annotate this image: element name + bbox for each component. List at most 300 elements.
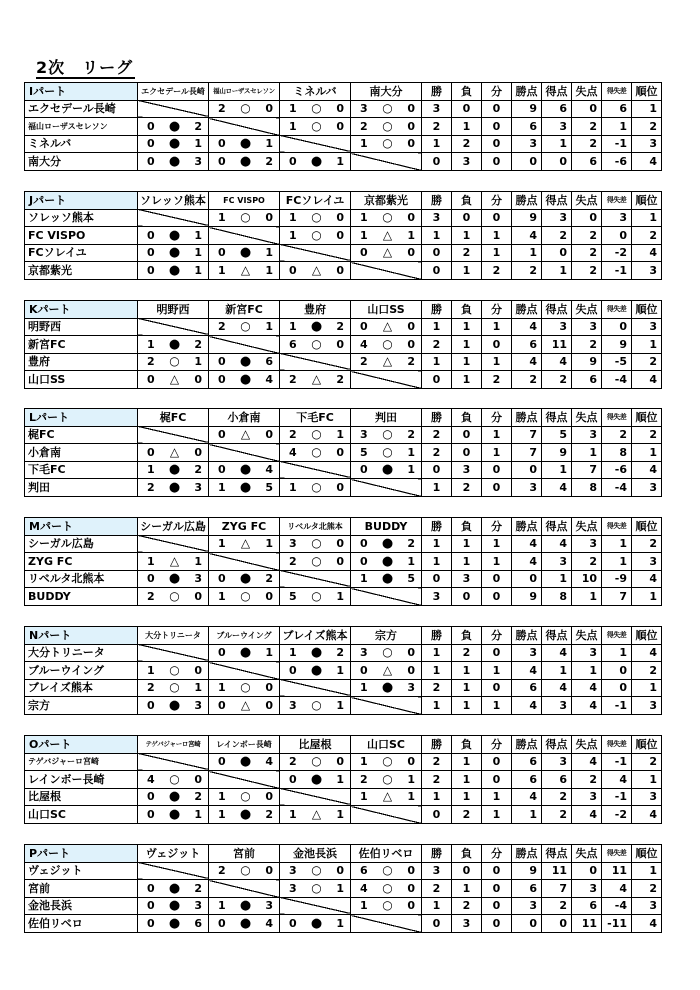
table-row [25,444,662,462]
result-mark: ○ [382,336,393,351]
score-for: 0 [360,554,368,568]
table-row [25,209,662,227]
stat-value: 1 [452,318,482,336]
match-score [209,462,279,477]
row-team-name: ヴェジット [25,862,138,880]
stat-value: 1 [602,644,632,662]
score-for: 1 [218,807,226,821]
score-against: 1 [265,320,273,334]
result-mark: △ [240,262,251,277]
row-team-name: 判田 [25,479,138,497]
score-for: 0 [147,899,155,913]
match-result-cell [280,426,351,444]
match-result-cell [280,336,351,354]
result-mark: △ [382,789,393,804]
stat-value: 2 [422,336,452,354]
result-mark: ● [168,118,181,134]
score-against: 0 [336,864,344,878]
row-team-name: 南大分 [25,153,138,171]
score-for: 3 [360,646,368,660]
score-against: 2 [265,154,273,168]
stat-header: 失点 [572,301,602,319]
score-for: 1 [218,790,226,804]
score-for: 2 [147,681,155,695]
score-for: 1 [218,681,226,695]
match-result-cell [280,771,351,789]
score-against: 0 [194,663,202,677]
score-against: 0 [407,102,415,116]
stat-header: 負 [452,845,482,863]
stat-header: 分 [482,627,512,645]
table-row [25,479,662,497]
stat-header: 順位 [632,845,662,863]
stat-value: 1 [452,662,482,680]
match-result-cell [138,806,209,824]
stat-value: 1 [452,227,482,245]
table-row [25,788,662,806]
score-against: 1 [194,681,202,695]
score-against: 1 [336,589,344,603]
column-team-header: 新宮FC [209,301,280,319]
stat-header: 得失差 [602,518,632,536]
match-result-cell [209,479,280,497]
score-for: 0 [218,698,226,712]
stat-value: 9 [512,588,542,606]
stat-header: 負 [452,83,482,101]
match-score [138,228,208,243]
column-team-header: 京都紫光 [351,192,422,210]
match-result-cell [351,788,422,806]
score-for: 0 [218,463,226,477]
score-against: 3 [194,572,202,586]
score-for: 2 [218,320,226,334]
score-against: 1 [194,246,202,260]
match-score [209,319,279,334]
column-team-header: ブルーウイング [209,627,280,645]
score-against: 4 [265,463,273,477]
score-for: 0 [218,137,226,151]
result-mark: △ [240,697,251,712]
stat-header: 勝点 [512,301,542,319]
score-for: 0 [289,263,297,277]
stat-value: 2 [452,135,482,153]
result-mark: ○ [169,588,180,603]
stat-value: 0 [482,479,512,497]
stat-value: 1 [602,535,632,553]
stat-header: 得点 [542,301,572,319]
stat-value: 1 [452,336,482,354]
score-against: 0 [265,102,273,116]
result-mark: ● [239,898,252,914]
match-result-cell [351,336,422,354]
row-team-name: 比屋根 [25,788,138,806]
stat-value: 1 [572,662,602,680]
match-result-cell [209,135,280,153]
match-score [280,337,350,352]
match-score [138,789,208,804]
stat-value: 3 [512,897,542,915]
score-against: 1 [265,137,273,151]
self-match-cell [351,697,422,715]
match-score [138,245,208,260]
stat-header: 負 [452,518,482,536]
stat-value: 0 [422,570,452,588]
column-team-header: 明野西 [138,301,209,319]
match-score [138,445,208,460]
stat-value: 0 [482,588,512,606]
stat-header: 勝 [422,627,452,645]
result-mark: △ [382,319,393,334]
self-match-cell [351,479,422,497]
match-result-cell [138,244,209,262]
score-for: 3 [360,102,368,116]
stat-header: 勝点 [512,736,542,754]
stat-value: -6 [602,153,632,171]
stat-value: 4 [512,318,542,336]
score-against: 1 [265,537,273,551]
result-mark: ○ [382,118,393,133]
stat-header: 勝点 [512,518,542,536]
column-team-header: 判田 [351,409,422,427]
stat-value: 4 [542,644,572,662]
stat-value: 1 [482,662,512,680]
result-mark: ○ [382,444,393,459]
match-score [209,154,279,169]
stat-value: 2 [572,553,602,571]
match-score [209,807,279,822]
score-against: 6 [265,355,273,369]
match-score [209,898,279,913]
stat-value: 11 [542,862,572,880]
stat-header: 失点 [572,518,602,536]
match-result-cell [280,209,351,227]
score-against: 0 [407,646,415,660]
match-result-cell [209,753,280,771]
stat-value: -1 [602,697,632,715]
match-score [280,698,350,713]
group-table [24,626,662,715]
match-result-cell [138,262,209,280]
result-mark: ● [168,915,181,931]
match-score [351,319,421,334]
stat-value: 0 [422,371,452,389]
result-mark: ○ [382,771,393,786]
result-mark: ● [239,354,252,370]
stat-value: 2 [572,336,602,354]
result-mark: ○ [311,863,322,878]
match-score [209,427,279,442]
stat-value: 1 [422,662,452,680]
stat-header: 失点 [572,409,602,427]
score-for: 0 [147,263,155,277]
stat-header: 勝点 [512,627,542,645]
score-against: 1 [265,646,273,660]
stat-value: 2 [422,679,452,697]
match-result-cell [138,153,209,171]
result-mark: ● [239,571,252,587]
stat-value: 1 [482,806,512,824]
result-mark: ● [168,336,181,352]
stat-header: 得点 [542,518,572,536]
table-row [25,336,662,354]
score-for: 0 [218,755,226,769]
result-mark: ○ [382,898,393,913]
stat-value: 2 [542,788,572,806]
match-result-cell [351,880,422,898]
match-score [138,772,208,787]
match-result-cell [280,479,351,497]
group-table [24,517,662,606]
result-mark: △ [311,262,322,277]
stat-value: 6 [512,679,542,697]
match-result-cell [209,353,280,371]
stat-header: 勝点 [512,845,542,863]
match-result-cell [138,662,209,680]
score-against: 1 [194,554,202,568]
match-result-cell [280,662,351,680]
stat-header: 勝 [422,192,452,210]
match-result-cell [209,244,280,262]
score-against: 1 [336,428,344,442]
match-result-cell [280,880,351,898]
stat-value: -5 [602,353,632,371]
match-score [138,354,208,369]
match-result-cell [138,118,209,136]
group-name: Nパート [25,627,138,645]
match-score [138,372,208,387]
stat-value: 1 [542,262,572,280]
match-result-cell [209,153,280,171]
score-for: 6 [289,337,297,351]
match-result-cell [138,227,209,245]
table-row [25,588,662,606]
stat-value: 2 [632,353,662,371]
match-result-cell [351,100,422,118]
stat-value: -11 [602,915,632,933]
score-for: 4 [360,337,368,351]
column-team-header: エクセデール長崎 [138,83,209,101]
stat-value: 1 [512,244,542,262]
match-score [209,372,279,387]
stat-value: 6 [572,371,602,389]
stat-header: 負 [452,192,482,210]
score-for: 1 [218,211,226,225]
match-result-cell [209,570,280,588]
result-mark: ○ [382,754,393,769]
stat-value: 0 [512,570,542,588]
row-team-name: 京都紫光 [25,262,138,280]
group-header-row [25,518,662,536]
score-for: 2 [147,480,155,494]
row-team-name: ZYG FC [25,553,138,571]
score-for: 0 [218,572,226,586]
result-mark: ○ [240,319,251,334]
result-mark: ○ [382,136,393,151]
result-mark: ● [168,571,181,587]
stat-value: 1 [602,118,632,136]
match-score [138,589,208,604]
match-result-cell [138,588,209,606]
stat-value: 2 [572,244,602,262]
stat-value: 3 [632,897,662,915]
self-match-cell [138,100,209,118]
score-for: 2 [360,355,368,369]
match-score [351,898,421,913]
score-for: 0 [147,246,155,260]
match-result-cell [280,753,351,771]
score-for: 0 [218,246,226,260]
score-against: 1 [336,916,344,930]
result-mark: ● [239,754,252,770]
score-against: 5 [407,572,415,586]
result-mark: ○ [382,880,393,895]
stat-value: 2 [602,426,632,444]
score-against: 4 [265,372,273,386]
self-match-cell [209,118,280,136]
score-for: 1 [289,480,297,494]
stat-value: 1 [632,862,662,880]
stat-value: -1 [602,753,632,771]
stat-value: 0 [452,862,482,880]
stat-value: 1 [482,553,512,571]
result-mark: ● [168,227,181,243]
match-score [280,119,350,134]
stat-value: 0 [542,153,572,171]
match-score [280,154,350,169]
stat-value: 1 [602,553,632,571]
stat-value: 0 [512,461,542,479]
score-against: 0 [407,320,415,334]
stat-value: 6 [512,118,542,136]
score-against: 0 [265,589,273,603]
column-team-header: ミネルバ [280,83,351,101]
match-result-cell [351,426,422,444]
group-table [24,191,662,280]
match-score [280,754,350,769]
stat-header: 失点 [572,845,602,863]
result-mark: ○ [311,336,322,351]
match-score [351,210,421,225]
stat-value: 3 [632,697,662,715]
stat-header: 得点 [542,627,572,645]
result-mark: △ [311,371,322,386]
stat-header: 負 [452,301,482,319]
group-name: Jパート [25,192,138,210]
match-score [280,263,350,278]
column-team-header: シーガル広島 [138,518,209,536]
score-against: 0 [265,698,273,712]
match-score [138,680,208,695]
match-result-cell [209,806,280,824]
row-team-name: 福山ローザスセレソン [25,118,138,136]
column-team-header: FC VISPO [209,192,280,210]
match-score [351,863,421,878]
match-score [209,698,279,713]
stat-header: 得失差 [602,301,632,319]
stat-value: 4 [542,535,572,553]
group-table [24,844,662,933]
stat-value: 4 [632,806,662,824]
self-match-cell [280,353,351,371]
stat-value: 2 [452,897,482,915]
stat-value: 1 [422,318,452,336]
match-result-cell [351,209,422,227]
result-mark: ● [239,479,252,495]
result-mark: ○ [311,118,322,133]
match-score [351,645,421,660]
score-for: 2 [218,102,226,116]
column-team-header: 小倉南 [209,409,280,427]
group-header-row [25,627,662,645]
stat-value: 4 [632,371,662,389]
score-for: 2 [147,355,155,369]
score-against: 2 [407,537,415,551]
stat-value: 9 [602,336,632,354]
page-title: 2次 リーグ [36,58,134,77]
stat-value: 4 [572,697,602,715]
stat-value: 2 [452,479,482,497]
self-match-cell [280,570,351,588]
self-match-cell [209,227,280,245]
match-score [209,916,279,931]
score-against: 0 [194,589,202,603]
match-result-cell [280,644,351,662]
match-score [138,154,208,169]
score-against: 1 [407,228,415,242]
stat-value: 0 [422,806,452,824]
result-mark: ○ [311,227,322,242]
column-team-header: ZYG FC [209,518,280,536]
stat-header: 分 [482,83,512,101]
stat-value: 0 [482,135,512,153]
match-score [209,789,279,804]
match-result-cell [209,262,280,280]
row-team-name: 梶FC [25,426,138,444]
score-for: 0 [218,154,226,168]
result-mark: △ [240,536,251,551]
match-result-cell [280,588,351,606]
stat-value: 8 [602,444,632,462]
group-header-row [25,192,662,210]
match-score [280,372,350,387]
score-against: 2 [265,807,273,821]
result-mark: ○ [240,210,251,225]
stat-value: 3 [542,118,572,136]
table-row [25,662,662,680]
score-against: 0 [407,663,415,677]
score-for: 1 [360,899,368,913]
stat-value: 2 [452,644,482,662]
match-score [351,663,421,678]
self-match-cell [351,262,422,280]
score-against: 1 [336,698,344,712]
result-mark: ○ [311,697,322,712]
result-mark: ○ [240,680,251,695]
score-for: 1 [147,554,155,568]
score-for: 2 [218,864,226,878]
table-row [25,644,662,662]
result-mark: ○ [240,789,251,804]
score-for: 1 [289,228,297,242]
match-result-cell [351,753,422,771]
score-for: 0 [147,228,155,242]
score-for: 0 [218,355,226,369]
stat-value: 0 [482,880,512,898]
self-match-cell [138,862,209,880]
stat-header: 失点 [572,627,602,645]
stat-value: 1 [482,535,512,553]
stat-value: 0 [512,915,542,933]
